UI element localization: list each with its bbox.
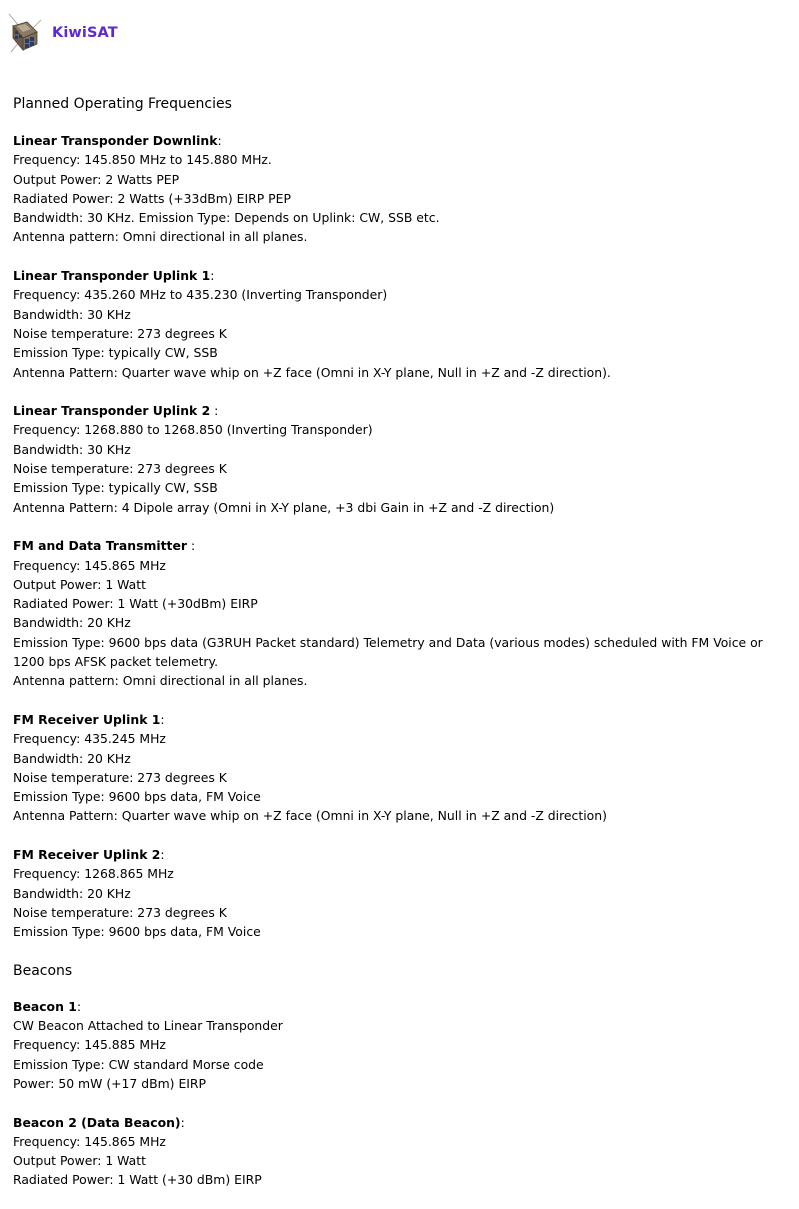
spec-line: Emission Type: 9600 bps data, FM Voice	[13, 789, 261, 805]
spec-line: Noise temperature: 273 degrees K	[13, 461, 227, 477]
section-title: Beacon 1	[13, 998, 77, 1014]
site-title[interactable]: KiwiSAT	[52, 24, 118, 41]
spec-line: Frequency: 145.865 MHz	[13, 1133, 166, 1149]
spec-line: Antenna Pattern: Quarter wave whip on +Z face (Omni in X-Y plane, Null in +Z and -Z direction)	[13, 808, 607, 824]
section-title: Linear Transponder Uplink 1	[13, 268, 211, 284]
frequency-section	[13, 536, 793, 690]
spec-line: Frequency: 145.850 MHz to 145.880 MHz.	[13, 152, 272, 168]
section-title-suffix: :	[180, 1114, 185, 1130]
section-title: Linear Transponder Uplink 2	[13, 403, 211, 419]
spec-line: Emission Type: CW standard Morse code	[13, 1056, 264, 1072]
satellite-logo-icon[interactable]	[5, 12, 45, 54]
beacon-sections	[13, 997, 793, 1190]
section-title: FM Receiver Uplink 2	[13, 846, 161, 862]
section-heading	[13, 845, 793, 864]
section-title-suffix: :	[210, 403, 219, 419]
spec-line: Radiated Power: 1 Watt (+30dBm) EIRP	[13, 596, 258, 612]
spec-line: Noise temperature: 273 degrees K	[13, 769, 227, 785]
beacons-heading: Beacons	[13, 962, 73, 979]
section-heading	[13, 1113, 793, 1132]
site-header	[5, 12, 118, 54]
spec-line: Output Power: 1 Watt	[13, 1153, 146, 1169]
section-title: FM Receiver Uplink 1	[13, 711, 161, 727]
section-heading	[13, 266, 793, 285]
page-title: Planned Operating Frequencies	[13, 96, 232, 112]
section-title-suffix: :	[160, 711, 165, 727]
spec-line: Bandwidth: 30 KHz. Emission Type: Depends on Uplink: CW, SSB etc.	[13, 210, 440, 226]
main-content	[13, 94, 793, 1209]
section-title: Beacon 2 (Data Beacon)	[13, 1114, 181, 1130]
spec-line: Antenna Pattern: 4 Dipole array (Omni in X-Y plane, +3 dbi Gain in +Z and -Z direction)	[13, 499, 555, 515]
section-title-suffix: :	[217, 133, 222, 148]
section-heading	[13, 401, 793, 420]
spec-line: Frequency: 145.865 MHz	[13, 557, 166, 573]
beacon-section	[13, 1113, 793, 1190]
spec-line: Frequency: 145.885 MHz	[13, 1037, 166, 1053]
spec-line: Frequency: 1268.880 to 1268.850 (Inverting Transponder)	[13, 422, 373, 438]
section-heading	[13, 997, 793, 1016]
section-heading	[13, 710, 793, 729]
spec-line: Bandwidth: 20 KHz	[13, 885, 131, 901]
spec-line: Bandwidth: 30 KHz	[13, 441, 131, 457]
section-heading	[13, 131, 793, 150]
spec-line: Bandwidth: 30 KHz	[13, 306, 131, 322]
spec-line: Bandwidth: 20 KHz	[13, 750, 131, 766]
frequency-section	[13, 401, 793, 517]
spec-line: Emission Type: 9600 bps data (G3RUH Packet standard) Telemetry and Data (various modes) scheduled with FM Voice or 1200 bps AFSK packet telemetry.	[13, 634, 763, 670]
spec-line: Output Power: 2 Watts PEP	[13, 171, 180, 187]
section-title: Linear Transponder Downlink	[13, 133, 218, 148]
beacon-section	[13, 997, 793, 1093]
spec-line: Frequency: 435.260 MHz to 435.230 (Inverting Transponder)	[13, 287, 388, 303]
spec-line: Noise temperature: 273 degrees K	[13, 325, 227, 341]
section-title: FM and Data Transmitter	[13, 538, 187, 554]
spec-line: Emission Type: typically CW, SSB	[13, 480, 218, 496]
spec-line: Power: 50 mW (+17 dBm) EIRP	[13, 1075, 207, 1091]
frequency-section	[13, 710, 793, 826]
spec-line: Antenna Pattern: Quarter wave whip on +Z face (Omni in X-Y plane, Null in +Z and -Z direction).	[13, 364, 611, 380]
frequency-section	[13, 845, 793, 941]
frequency-section	[13, 266, 793, 382]
spec-line: Radiated Power: 2 Watts (+33dBm) EIRP PEP	[13, 190, 291, 206]
spec-line: Bandwidth: 20 KHz	[13, 615, 131, 631]
spec-line: Frequency: 1268.865 MHz	[13, 866, 174, 882]
spec-line: Frequency: 435.245 MHz	[13, 731, 166, 747]
spec-line: Noise temperature: 273 degrees K	[13, 904, 227, 920]
section-title-suffix: :	[187, 538, 196, 554]
section-title-suffix: :	[160, 846, 165, 862]
spec-line: Antenna pattern: Omni directional in all planes.	[13, 229, 308, 245]
spec-line: CW Beacon Attached to Linear Transponder	[13, 1018, 283, 1034]
spec-line: Emission Type: typically CW, SSB	[13, 345, 218, 361]
section-heading	[13, 536, 793, 555]
spec-line: Radiated Power: 1 Watt (+30 dBm) EIRP	[13, 1172, 262, 1188]
frequency-section	[13, 131, 793, 247]
section-title-suffix: :	[76, 998, 82, 1014]
frequency-sections	[13, 131, 793, 941]
section-title-suffix: :	[210, 268, 215, 284]
spec-line: Antenna pattern: Omni directional in all planes.	[13, 673, 308, 689]
spec-line: Output Power: 1 Watt	[13, 576, 146, 592]
spec-line: Emission Type: 9600 bps data, FM Voice	[13, 924, 261, 940]
